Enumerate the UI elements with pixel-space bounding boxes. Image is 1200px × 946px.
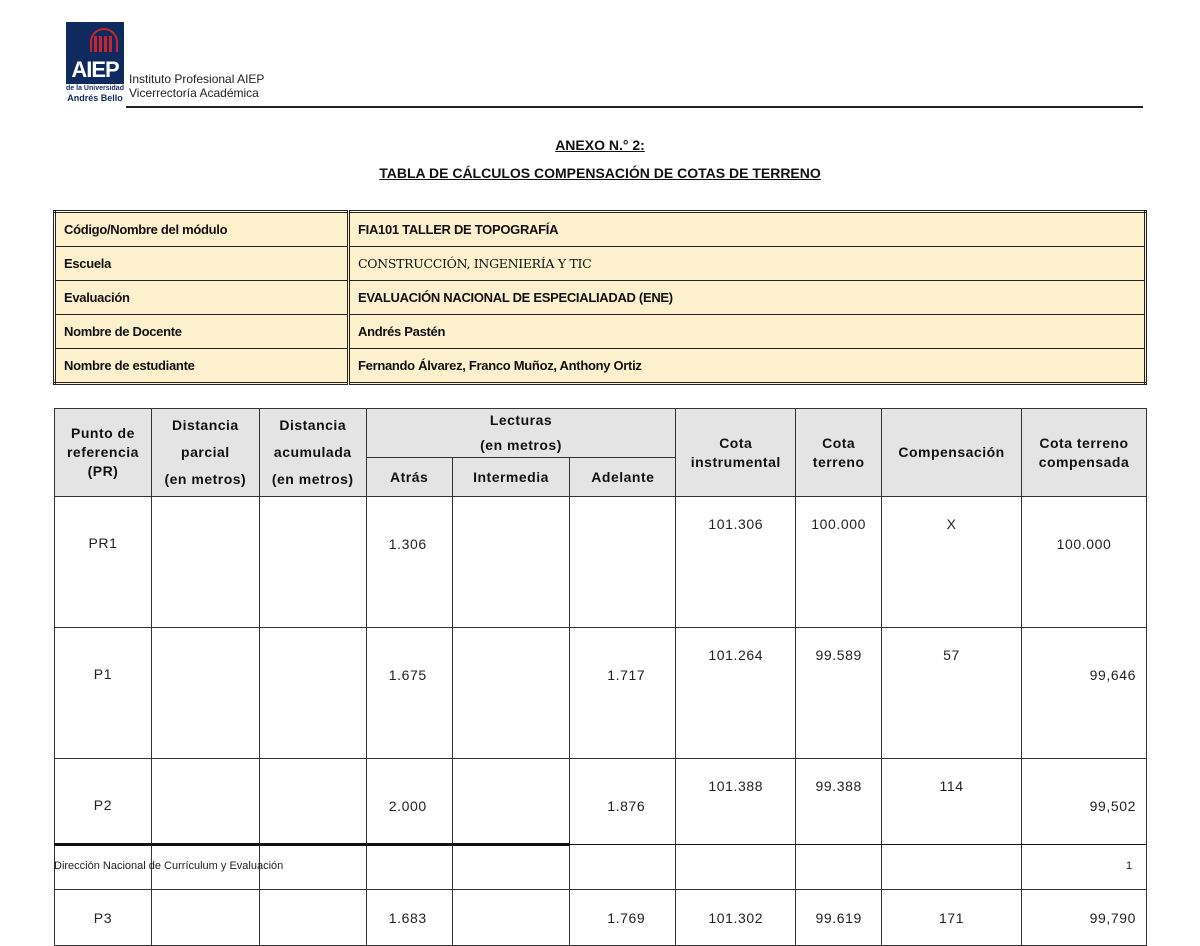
info-value: FIA101 TALLER DE TOPOGRAFÍA [349,212,1146,247]
cell-atras [366,497,452,628]
page-number: 1 [1126,860,1133,872]
cell-ct-value: 100.000 [811,516,867,532]
logo-sub2: Andrés Bello [67,93,123,103]
header-lect-line: Lecturas [489,412,553,428]
header-pr [55,409,152,497]
table-row [55,497,1147,628]
header-dist-parcial [151,409,259,497]
header-pr-line: Punto de [71,425,135,441]
table-row [55,628,1147,759]
info-value: EVALUACIÓN NACIONAL DE ESPECIALIADAD (ENE) [349,281,1146,315]
cell-compensacion [882,628,1022,759]
cell-comp-value: 57 [943,647,960,663]
cell-adelante [570,628,676,759]
header-row [55,409,1147,458]
info-label: Código/Nombre del módulo [55,212,349,247]
header-lect-line: (en metros) [480,437,562,453]
cell-compensacion: 171 [882,890,1022,946]
cell-cota-compensada [1021,628,1146,759]
table-row [55,890,1147,946]
cell-dist-parcial [151,497,259,628]
info-row [55,212,1146,247]
cell-comp-value: 114 [939,778,964,794]
cell-cota-instrumental [676,628,796,759]
cell-atras [366,890,452,946]
cell-ct-value: 99.589 [815,647,862,663]
cell-compensacion [882,497,1022,628]
info-table [53,210,1147,385]
cell-atras [366,628,452,759]
header-cota-terreno [796,409,882,497]
cell-ci-value: 101.306 [708,516,764,532]
header-ctc-line: compensada [1038,453,1130,470]
cell-atras-value: 2.000 [388,798,427,814]
cell-intermedia [452,628,570,759]
header-ci-line: instrumental [690,453,781,470]
header-dp-line: parcial [181,444,230,460]
cell-adelante-value: 1.717 [607,667,646,683]
info-value: CONSTRUCCIÓN, INGENIERÍA Y TIC [349,247,1146,281]
info-row [55,247,1146,281]
cell-adelante-value [570,497,675,536]
header-dp-line: Distancia [171,417,239,433]
cell-ci-value: 101.388 [708,778,764,794]
cell-atras-value: 1.675 [388,667,427,683]
cell-ci-value: 101.264 [708,647,764,663]
cell-dist-acumulada [259,628,366,759]
header-rule [126,106,1143,108]
header-compensacion: Compensación [882,409,1022,497]
info-value: Andrés Pastén [349,315,1146,349]
cell-dist-parcial [151,628,259,759]
cell-cota-terreno [796,628,882,759]
cell-pr: PR1 [55,497,152,628]
cell-adelante [570,497,676,628]
cell-pr: P2 [55,759,152,890]
cell-ctc-value: 99,646 [1089,667,1136,683]
logo-word: AIEP [71,57,119,82]
cell-cota-instrumental: 101.302 [676,890,796,946]
footer-rule-thin [570,844,1147,845]
header-atras: Atrás [366,458,452,497]
table-title: TABLA DE CÁLCULOS COMPENSACIÓN DE COTAS DE TERRENO [379,165,821,181]
cell-comp-value: X [946,516,957,532]
cell-compensacion [882,759,1022,890]
cell-cota-instrumental [676,497,796,628]
cell-dist-parcial [151,890,259,946]
cell-ctc-value: 100.000 [1056,536,1112,552]
cell-adelante [570,759,676,890]
cell-cota-compensada [1021,497,1146,628]
cell-cota-terreno: 99.619 [796,890,882,946]
info-row [55,281,1146,315]
header-ct-line: terreno [812,453,865,470]
cell-atras [366,759,452,890]
info-label: Escuela [55,247,349,281]
header-ctc-line: Cota terreno [1039,434,1129,451]
header-lecturas [366,409,676,458]
cell-cota-instrumental [676,759,796,890]
cell-pr: P3 [55,890,152,946]
header-cota-compensada [1021,409,1146,497]
cell-atras-value: 1.306 [388,536,427,552]
header-da-line: (en metros) [271,471,354,487]
cell-adelante-value: 1.876 [607,798,646,814]
header-adelante: Adelante [570,458,676,497]
info-label: Nombre de estudiante [55,349,349,384]
aiep-logo [66,22,124,102]
cell-pr: P1 [55,628,152,759]
annex-title: ANEXO N.° 2: [555,137,645,153]
cell-ct-value: 99.388 [815,778,862,794]
info-label: Nombre de Docente [55,315,349,349]
header-ci-line: Cota [719,434,753,451]
cell-intermedia [452,890,570,946]
cell-ctc-value: 99,502 [1089,798,1136,814]
institution-block [129,72,264,100]
logo-columns-icon [94,36,112,52]
header-da-line: Distancia [279,417,347,433]
header-pr-line: referencia [66,444,139,460]
header-dp-line: (en metros) [164,471,247,487]
cell-dist-acumulada [259,890,366,946]
logo-sub1: de la Universidad [66,85,124,92]
cell-dist-acumulada [259,497,366,628]
footer-rule-thick [54,843,570,846]
header-pr-line: (PR) [87,463,119,479]
cell-cota-compensada: 99,790 [1021,890,1146,946]
header-intermedia: Intermedia [452,458,570,497]
cell-cota-terreno [796,497,882,628]
institution-name: Instituto Profesional AIEP [129,72,265,86]
cell-intermedia [452,497,570,628]
header-dist-acumulada [259,409,366,497]
info-row [55,315,1146,349]
header-cota-instrumental [676,409,796,497]
cell-adelante [570,890,676,946]
cell-atras-value: 1.683 [388,909,427,926]
footer-text: Dirección Nacional de Currículum y Evaluación [54,860,284,872]
cell-intermedia [452,759,570,890]
header-da-line: acumulada [273,444,352,460]
department-name: Vicerrectoría Académica [129,86,259,100]
cell-adelante-value: 1.769 [607,909,646,926]
info-label: Evaluación [55,281,349,315]
cell-cota-terreno [796,759,882,890]
header-ct-line: Cota [822,434,856,451]
info-row [55,349,1146,384]
info-value: Fernando Álvarez, Franco Muñoz, Anthony Ortiz [349,349,1146,384]
